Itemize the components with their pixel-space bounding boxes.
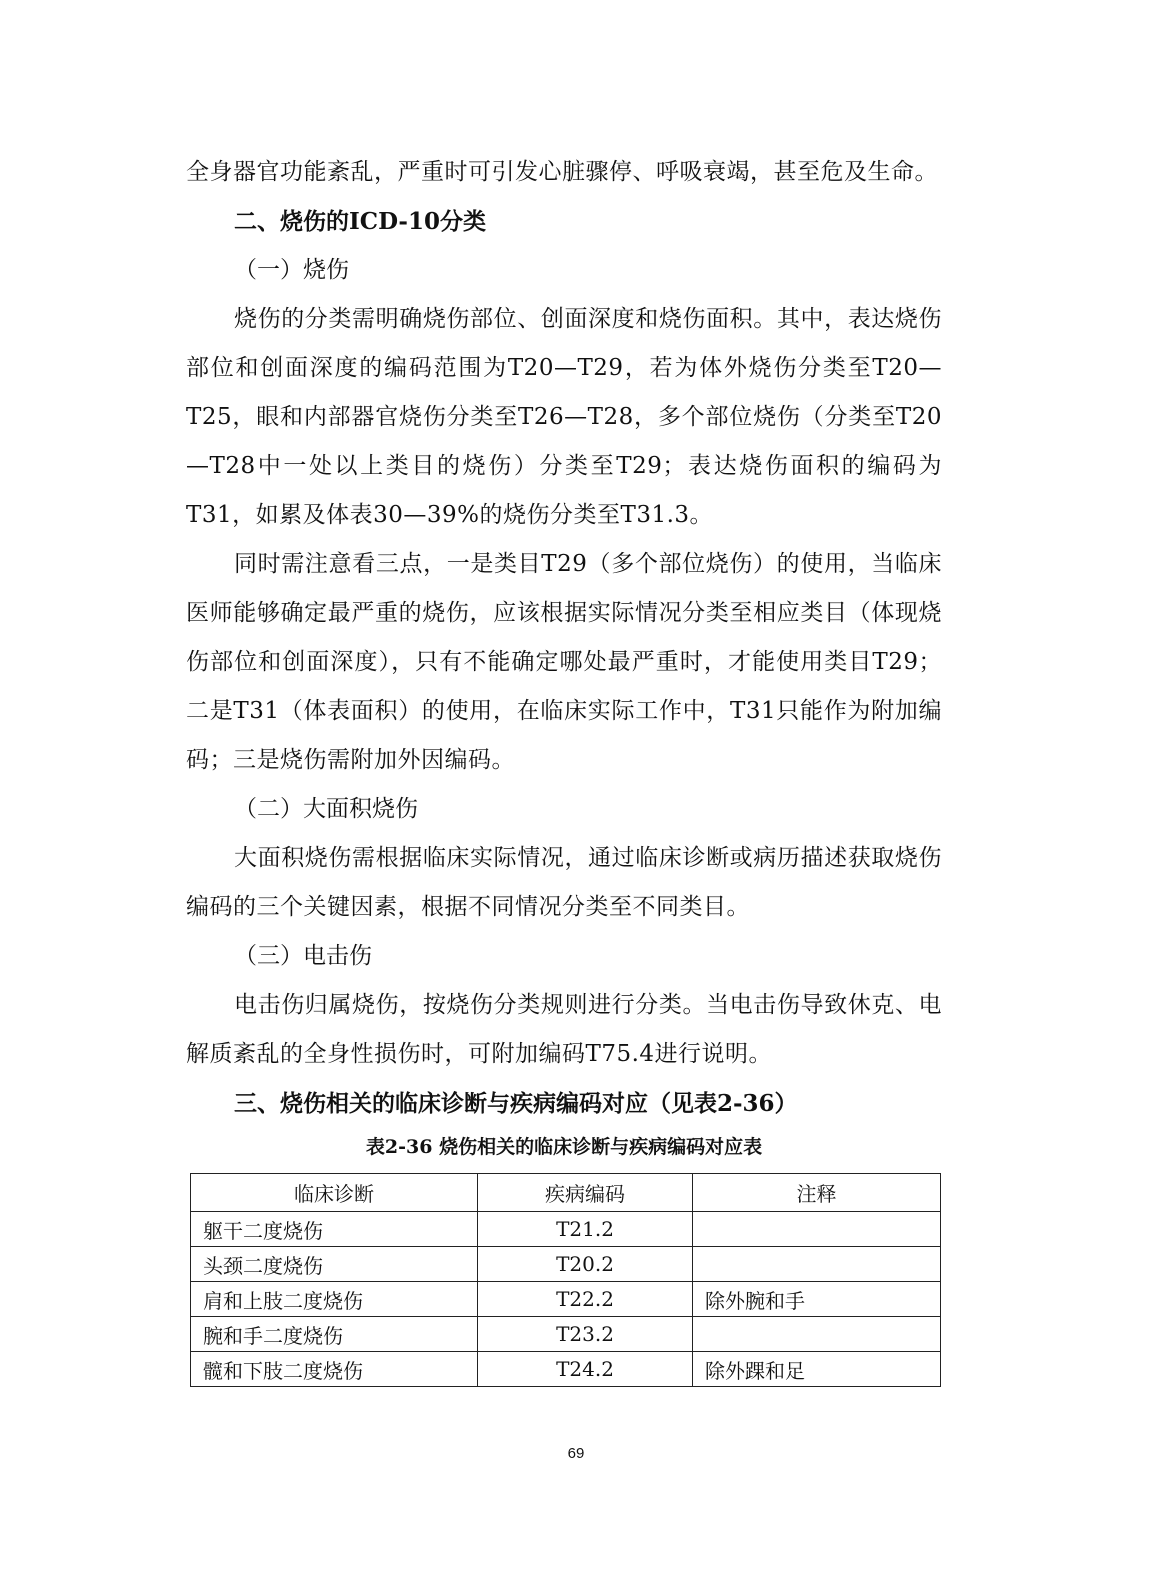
subsection-heading-electric: （三）电击伤 [234,943,372,969]
section-heading-icd: 二、烧伤的ICD-10分类 [234,208,486,235]
header-notes: 注释 [693,1174,941,1212]
cell-code: T22.2 [478,1282,693,1317]
paragraph-large-burn: 大面积烧伤需根据临床实际情况，通过临床诊断或病历描述获取烧伤编码的三个关键因素，根据不同情况分类至不同类目。 [186,845,942,920]
cell-code: T20.2 [478,1247,693,1282]
cell-diagnosis: 躯干二度烧伤 [191,1212,478,1247]
table-row [191,1352,941,1387]
cell-diagnosis: 头颈二度烧伤 [191,1247,478,1282]
cell-code: T23.2 [478,1317,693,1352]
paragraph-notes: 同时需注意看三点，一是类目T29（多个部位烧伤）的使用，当临床医师能够确定最严重的烧伤，应该根据实际情况分类至相应类目（体现烧伤部位和创面深度），只有不能确定哪处最严重时，才能使用类目T29；二是T31（体表面积）的使用，在临床实际工作中，T31只能作为附加编码；三是烧伤需附加外因编码。 [186,551,942,773]
table-caption: 表2-36 烧伤相关的临床诊断与疾病编码对应表 [365,1136,763,1158]
cell-code: T21.2 [478,1212,693,1247]
table-header-row [191,1174,941,1212]
cell-note: 除外腕和手 [693,1282,941,1317]
cell-diagnosis: 腕和手二度烧伤 [191,1317,478,1352]
cell-diagnosis: 肩和上肢二度烧伤 [191,1282,478,1317]
section-heading-table: 三、烧伤相关的临床诊断与疾病编码对应（见表2-36） [234,1090,798,1117]
table-row [191,1247,941,1282]
cell-diagnosis: 髋和下肢二度烧伤 [191,1352,478,1387]
table-row [191,1282,941,1317]
cell-note: 除外踝和足 [693,1352,941,1387]
cell-note [693,1212,941,1247]
table-row [191,1212,941,1247]
page-body [186,148,942,1170]
subsection-heading-burn: （一）烧伤 [234,257,349,283]
cell-note [693,1247,941,1282]
cell-code: T24.2 [478,1352,693,1387]
diagnosis-code-table [190,1173,941,1387]
table-row [191,1317,941,1352]
header-clinical-diagnosis: 临床诊断 [191,1174,478,1212]
page-number: 69 [567,1445,585,1462]
header-disease-code: 疾病编码 [478,1174,693,1212]
paragraph-electric: 电击伤归属烧伤，按烧伤分类规则进行分类。当电击伤导致休克、电解质紊乱的全身性损伤时，可附加编码T75.4进行说明。 [186,992,942,1067]
paragraph-continuation: 全身器官功能紊乱，严重时可引发心脏骤停、呼吸衰竭，甚至危及生命。 [186,159,938,185]
subsection-heading-large-burn: （二）大面积烧伤 [234,796,418,822]
cell-note [693,1317,941,1352]
paragraph-burn-classification: 烧伤的分类需明确烧伤部位、创面深度和烧伤面积。其中，表达烧伤部位和创面深度的编码范围为T20—T29，若为体外烧伤分类至T20—T25，眼和内部器官烧伤分类至T26—T28，多个部位烧伤（分类至T20—T28中一处以上类目的烧伤）分类至T29；表达烧伤面积的编码为T31，如累及体表30—39%的烧伤分类至T31.3。 [186,306,942,528]
